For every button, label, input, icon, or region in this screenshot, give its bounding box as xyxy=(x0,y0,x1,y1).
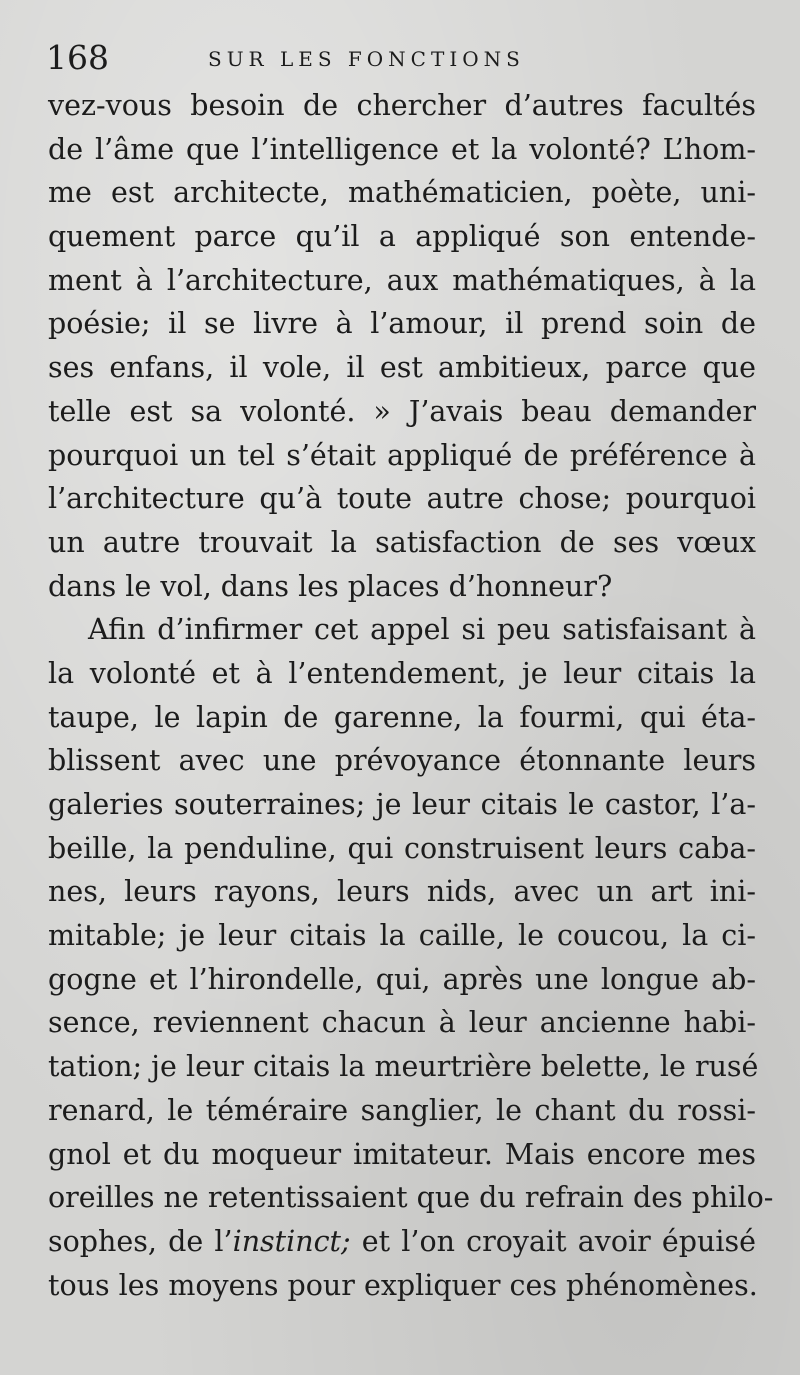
text-line: de l’âme que l’intelligence et la volonté? L’hom- xyxy=(48,132,756,166)
page-number: 168 xyxy=(46,38,109,77)
text-line: taupe, le lapin de garenne, la fourmi, qui éta- xyxy=(48,700,756,734)
text-line: renard, le téméraire sanglier, le chant du rossi- xyxy=(48,1093,756,1127)
running-title: SUR LES FONCTIONS xyxy=(208,47,525,71)
text-line: oreilles ne retentissaient que du refrain des philo- xyxy=(48,1181,774,1215)
text-line: galeries souterraines; je leur citais le castor, l’a- xyxy=(48,788,756,821)
paragraph-end-line: dans le vol, dans les places d’honneur? xyxy=(48,569,613,603)
text-line-with-italic xyxy=(48,1220,756,1264)
italic-word: instinct; xyxy=(232,1224,351,1258)
text-line: vez-vous besoin de chercher d’autres facultés xyxy=(48,89,756,122)
running-head xyxy=(46,38,760,78)
text-line: gogne et l’hirondelle, qui, après une longue ab- xyxy=(48,962,756,996)
text-line: nes, leurs rayons, leurs nids, avec un art ini- xyxy=(48,875,756,909)
text-line: tous les moyens pour expliquer ces phénomènes. xyxy=(48,1268,758,1302)
text-line: gnol et du moqueur imitateur. Mais encore mes xyxy=(48,1137,756,1171)
line-prefix: sophes, de l’ xyxy=(48,1224,233,1258)
text-line: tation; je leur citais la meurtrière belette, le rusé xyxy=(48,1050,759,1084)
body-text xyxy=(48,84,774,1307)
text-line: la volonté et à l’entendement, je leur citais la xyxy=(48,656,756,690)
text-line: blissent avec une prévoyance étonnante leurs xyxy=(48,744,756,778)
text-line: l’architecture qu’à toute autre chose; pourquoi xyxy=(48,482,756,516)
text-line: beille, la penduline, qui construisent leurs caba- xyxy=(48,831,756,865)
text-line: ment à l’architecture, aux mathématiques, à la xyxy=(48,263,756,297)
text-line: quement parce qu’il a appliqué son entende- xyxy=(48,220,756,254)
text-line: poésie; il se livre à l’amour, il prend soin de xyxy=(48,307,756,341)
text-line: un autre trouvait la satisfaction de ses vœux xyxy=(48,525,756,559)
text-line: ses enfans, il vole, il est ambitieux, parce que xyxy=(48,351,756,385)
line-suffix: et l’on croyait avoir épuisé xyxy=(350,1224,756,1258)
text-line: mitable; je leur citais la caille, le coucou, la ci- xyxy=(48,919,756,953)
text-line: pourquoi un tel s’était appliqué de préférence à xyxy=(48,438,756,472)
text-line: telle est sa volonté. » J’avais beau demander xyxy=(48,394,756,428)
text-line: sence, reviennent chacun à leur ancienne habi- xyxy=(48,1006,756,1040)
paragraph-start-line: Afin d’infirmer cet appel si peu satisfaisant à xyxy=(88,613,756,647)
text-line: me est architecte, mathématicien, poète, uni- xyxy=(48,176,756,210)
